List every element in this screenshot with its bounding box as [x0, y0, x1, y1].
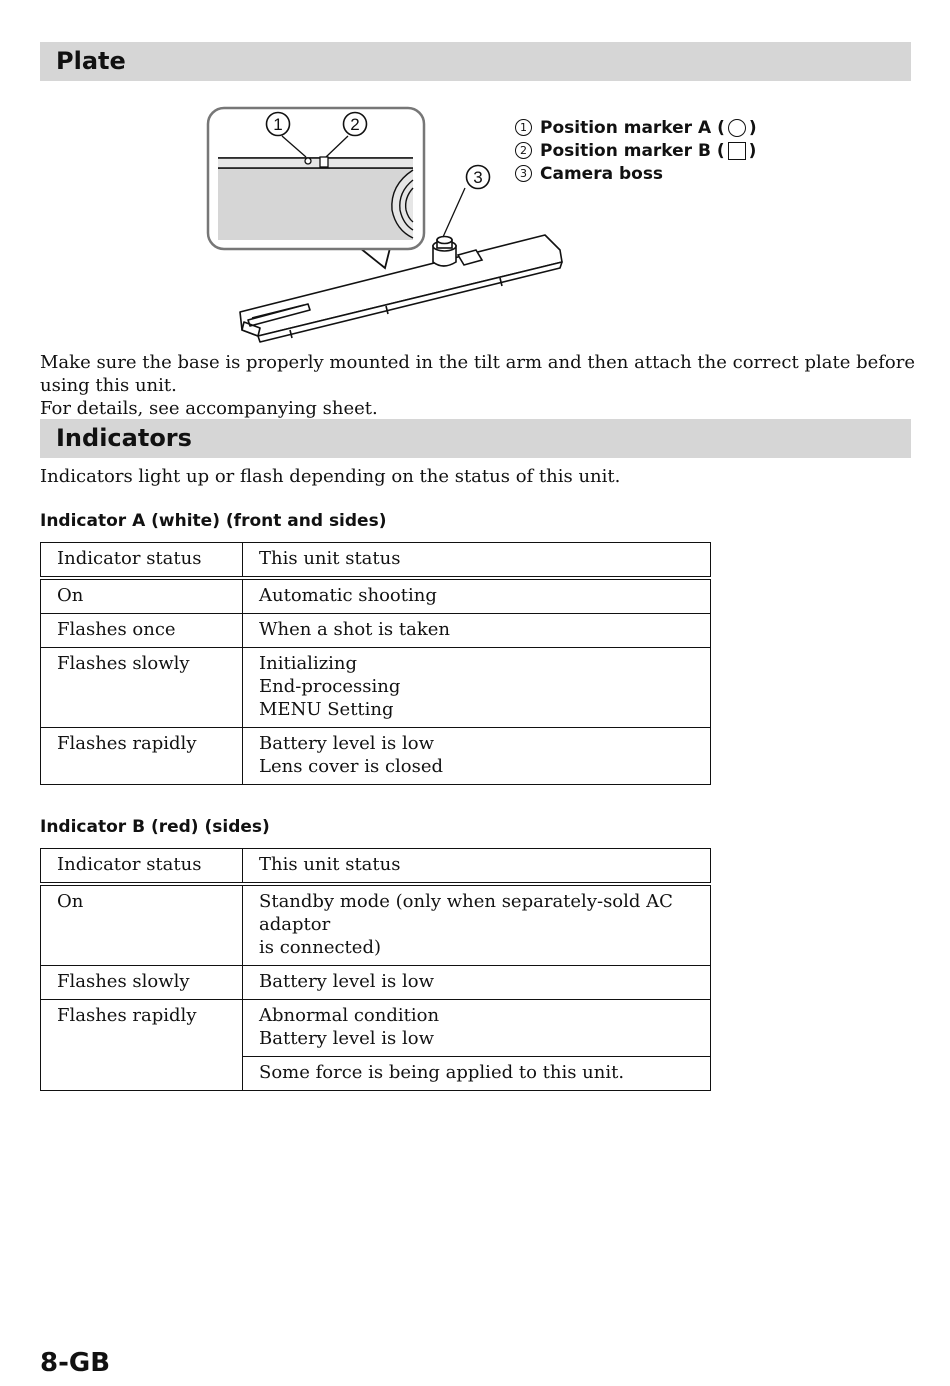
legend-label: Position marker A ( [540, 117, 725, 138]
legend-label: Position marker B ( [540, 140, 725, 161]
plate-instructions [40, 351, 920, 420]
table-row [41, 614, 711, 648]
position-marker-b-dot [320, 157, 328, 167]
table-row [41, 884, 711, 966]
indicator-a-table [40, 542, 711, 785]
header-unit-status: This unit status [243, 849, 711, 885]
indicator-status-cell: On [41, 578, 243, 614]
table-row [41, 1000, 711, 1057]
header-indicator-status: Indicator status [41, 849, 243, 885]
header-unit-status: This unit status [243, 543, 711, 579]
legend-label: Camera boss [540, 163, 664, 184]
table-row [41, 648, 711, 728]
header-indicator-status: Indicator status [41, 543, 243, 579]
unit-status-cell: Standby mode (only when separately-sold AC adaptor is connected) [243, 884, 711, 966]
legend-position-marker-b [515, 139, 757, 162]
circle-marker-icon [728, 119, 746, 137]
plate-body [240, 235, 562, 342]
legend-camera-boss [515, 162, 757, 185]
table-row [41, 728, 711, 785]
table-row [41, 966, 711, 1000]
square-marker-icon [728, 142, 746, 160]
callout-number-3: 3 [473, 168, 483, 187]
plate-heading: Plate [40, 42, 911, 81]
plate-legend [515, 116, 757, 185]
callout-number-2: 2 [350, 115, 360, 134]
unit-status-cell: Battery level is low [243, 966, 711, 1000]
indicators-intro: Indicators light up or flash depending on the status of this unit. [40, 466, 621, 487]
plate-instructions-line-1: Make sure the base is properly mounted in the tilt arm and then attach the correct plate before using this unit. [40, 352, 915, 396]
callout-number-1: 1 [273, 115, 283, 134]
table-row [41, 578, 711, 614]
table-header-row [41, 849, 711, 885]
indicator-b-title: Indicator B (red) (sides) [40, 817, 270, 837]
legend-number: 2 [515, 142, 532, 159]
indicator-status-cell: On [41, 884, 243, 966]
unit-status-cell: Initializing End-processing MENU Setting [243, 648, 711, 728]
plate-instructions-line-2: For details, see accompanying sheet. [40, 398, 378, 419]
legend-number: 3 [515, 165, 532, 182]
indicator-b-table [40, 848, 711, 1091]
magnified-callout [208, 108, 424, 249]
legend-close: ) [748, 117, 757, 138]
unit-status-cell: Abnormal condition Battery level is low [243, 1000, 711, 1057]
legend-number: 1 [515, 119, 532, 136]
page-number: 8-GB [40, 1348, 111, 1378]
position-marker-a-dot [305, 158, 311, 164]
indicator-a-title: Indicator A (white) (front and sides) [40, 511, 387, 531]
unit-status-cell: When a shot is taken [243, 614, 711, 648]
unit-status-cell: Automatic shooting [243, 578, 711, 614]
indicator-status-cell: Flashes slowly [41, 648, 243, 728]
unit-status-cell: Battery level is low Lens cover is closed [243, 728, 711, 785]
indicator-status-cell: Flashes rapidly [41, 1000, 243, 1091]
indicator-status-cell: Flashes slowly [41, 966, 243, 1000]
indicator-status-cell: Flashes rapidly [41, 728, 243, 785]
legend-close: ) [748, 140, 757, 161]
indicator-status-cell: Flashes once [41, 614, 243, 648]
indicators-heading: Indicators [40, 419, 911, 458]
unit-status-cell: Some force is being applied to this unit. [243, 1057, 711, 1091]
legend-position-marker-a [515, 116, 757, 139]
table-header-row [41, 543, 711, 579]
